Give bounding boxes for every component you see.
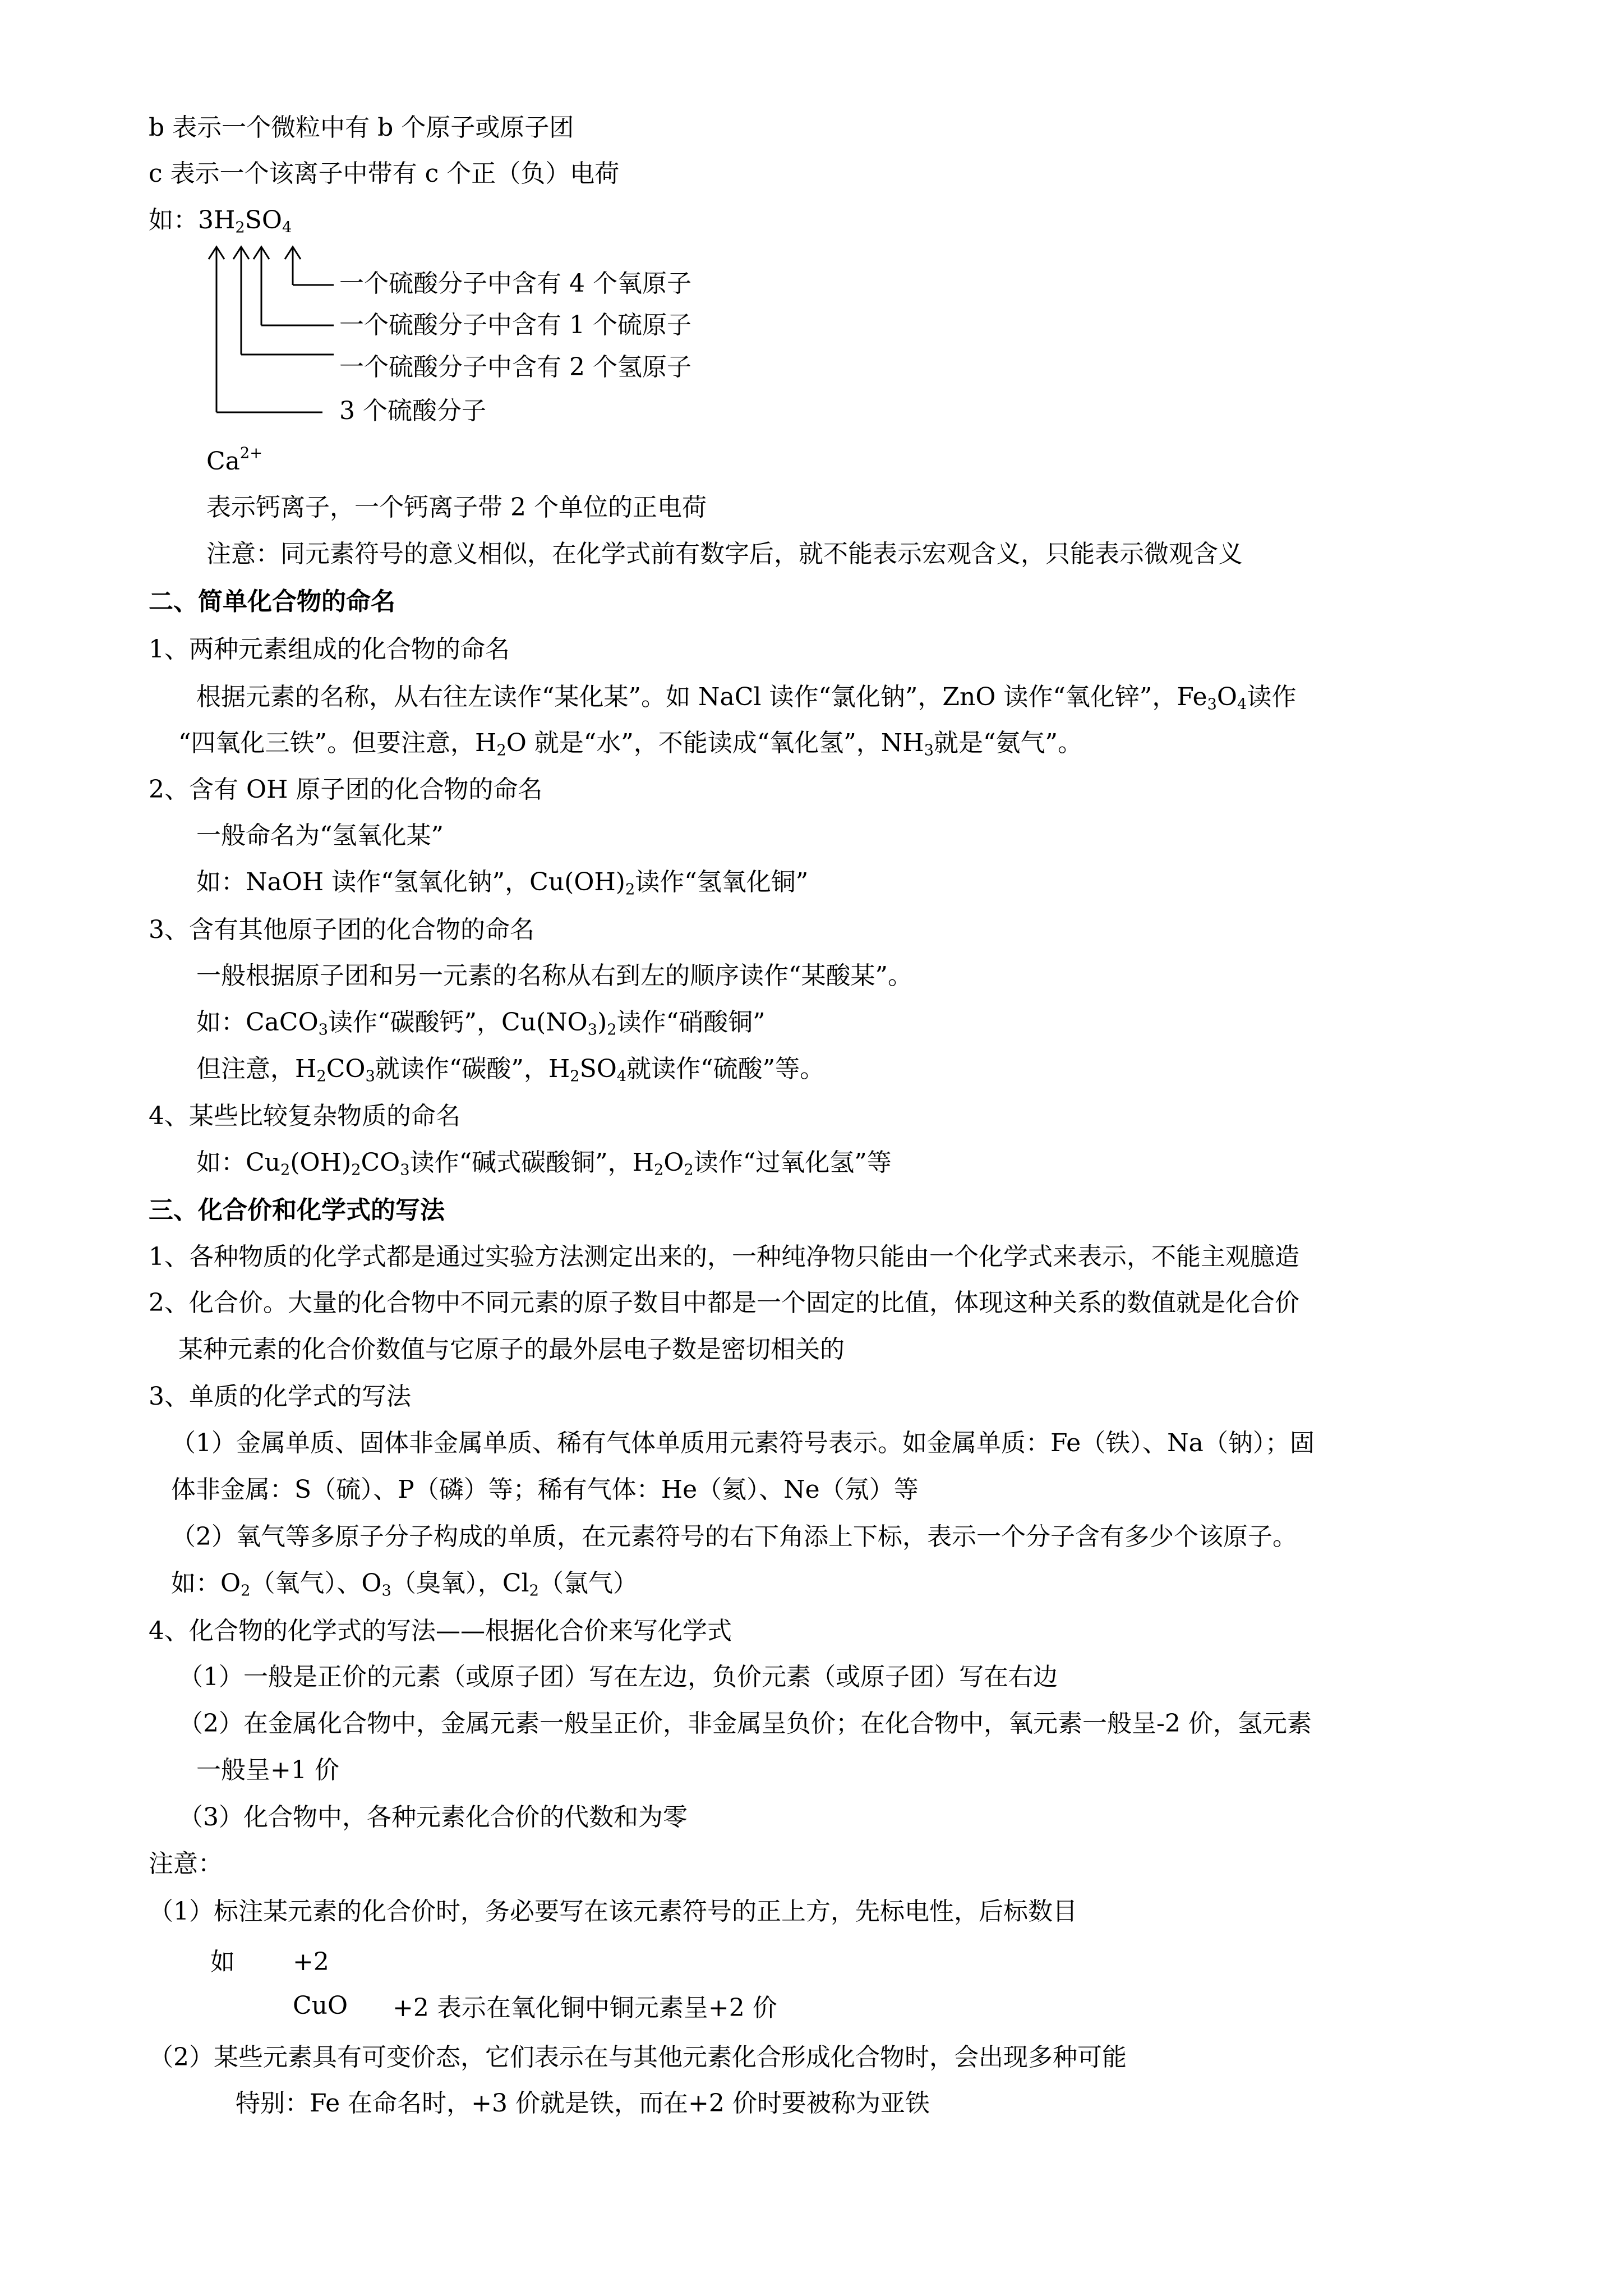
text-line: 2、化合价。大量的化合物中不同元素的原子数目中都是一个固定的比值，体现这种关系的数值就是化合价: [149, 1289, 1299, 1317]
formula-cuo: CuO: [293, 1991, 348, 2020]
subheading: 2、含有 OH 原子团的化合物的命名: [149, 775, 543, 804]
text-line: （3）化合物中，各种元素化合价的代数和为零: [178, 1803, 688, 1832]
text-line: （2）在金属化合物中，金属元素一般呈正价，非金属呈负价；在化合物中，氧元素一般呈-2 价，氢元素: [178, 1709, 1312, 1738]
text-line: 一般呈+1 价: [196, 1756, 339, 1784]
text-line: 如：$Cu_2(OH)_2CO_3$读作“碱式碳酸铜”，$H_2O_2$读作“过氧化氢”等: [196, 1148, 892, 1179]
annotation-oxygen: 一个硫酸分子中含有 4 个氧原子: [339, 269, 691, 298]
formula-h2so4: $3H_2SO_4$: [198, 206, 292, 237]
text-line: 一般根据原子团和另一元素的名称从右到左的顺序读作“某酸某”。: [196, 961, 912, 990]
text-line: 如：$O_2$（氧气）、$O_3$（臭氧），$Cl_2$（氯气）: [171, 1569, 638, 1600]
text-line: （2）某些元素具有可变价态，它们表示在与其他元素化合形成化合物时，会出现多种可能: [149, 2043, 1127, 2072]
text-line: 体非金属：S（硫）、P（磷）等；稀有气体：He（氦）、Ne（氖）等: [171, 1475, 919, 1504]
subheading: 1、两种元素组成的化合物的命名: [149, 635, 510, 664]
text-line: c 表示一个该离子中带有 c 个正（负）电荷: [149, 159, 620, 188]
subheading: 4、某些比较复杂物质的命名: [149, 1102, 460, 1130]
annotation-hydrogen: 一个硫酸分子中含有 2 个氢原子: [339, 353, 691, 381]
text-line: “四氧化三铁”。但要注意，$H_2O$ 就是“水”，不能读成“氧化氢”，$NH_3$就是“氨气”。: [178, 729, 1082, 760]
note-label: 注意：: [149, 1849, 223, 1878]
text-line: 特别：Fe 在命名时，+3 价就是铁，而在+2 价时要被称为亚铁: [236, 2089, 930, 2118]
text-line: 如：CaCO$_3$读作“碳酸钙”，$Cu(NO_3)_2$读作“硝酸铜”: [196, 1008, 766, 1039]
text-line: （2）氧气等多原子分子构成的单质，在元素符号的右下角添上下标，表示一个分子含有多少个该原子。: [171, 1522, 1297, 1551]
valence-mark: +2: [293, 1948, 329, 1976]
text-line: （1）一般是正价的元素（或原子团）写在左边，负价元素（或原子团）写在右边: [178, 1663, 1058, 1691]
text-line: 根据元素的名称，从右往左读作“某化某”。如 NaCl 读作“氯化钠”，ZnO 读作“氧化锌”，$Fe_3O_4$读作: [196, 683, 1297, 714]
text-line: 1、各种物质的化学式都是通过实验方法测定出来的，一种纯净物只能由一个化学式来表示，不能主观臆造: [149, 1243, 1299, 1271]
text-line: 但注意，$H_2CO_3$就读作“碳酸”，$H_2SO_4$就读作“硫酸”等。: [196, 1055, 825, 1085]
text-line: 表示钙离子，一个钙离子带 2 个单位的正电荷: [206, 493, 707, 522]
annotation-molecules: 3 个硫酸分子: [339, 397, 486, 425]
formula-ca-ion: $Ca^{2+}$: [206, 444, 263, 476]
text-line: 某种元素的化合价数值与它原子的最外层电子数是密切相关的: [178, 1335, 845, 1364]
text-line: b 表示一个微粒中有 b 个原子或原子团: [149, 113, 574, 142]
text-line: 注意：同元素符号的意义相似，在化学式前有数字后，就不能表示宏观含义，只能表示微观含义: [206, 540, 1243, 568]
annotation-sulfur: 一个硫酸分子中含有 1 个硫原子: [339, 311, 691, 339]
subheading: 3、单质的化学式的写法: [149, 1382, 411, 1411]
text-line: （1）金属单质、固体非金属单质、稀有气体单质用元素符号表示。如金属单质：Fe（铁）、Na（钠）；固: [171, 1429, 1315, 1457]
text-line: 一般命名为“氢氧化某”: [196, 821, 444, 850]
example-label: 如: [210, 1948, 235, 1976]
subheading: 4、化合物的化学式的写法——根据化合价来写化学式: [149, 1617, 732, 1645]
section-heading: 二、简单化合物的命名: [149, 587, 395, 616]
text-line: （1）标注某元素的化合价时，务必要写在该元素符号的正上方，先标电性，后标数目: [149, 1897, 1077, 1926]
valence-explanation: +2 表示在氧化铜中铜元素呈+2 价: [393, 1994, 777, 2022]
text-line: 如：NaOH 读作“氢氧化钠”，$Cu(OH)_2$读作“氢氧化铜”: [196, 868, 809, 899]
subheading: 3、含有其他原子团的化合物的命名: [149, 915, 534, 944]
section-heading: 三、化合价和化学式的写法: [149, 1196, 445, 1225]
example-prefix: 如：: [149, 206, 198, 234]
